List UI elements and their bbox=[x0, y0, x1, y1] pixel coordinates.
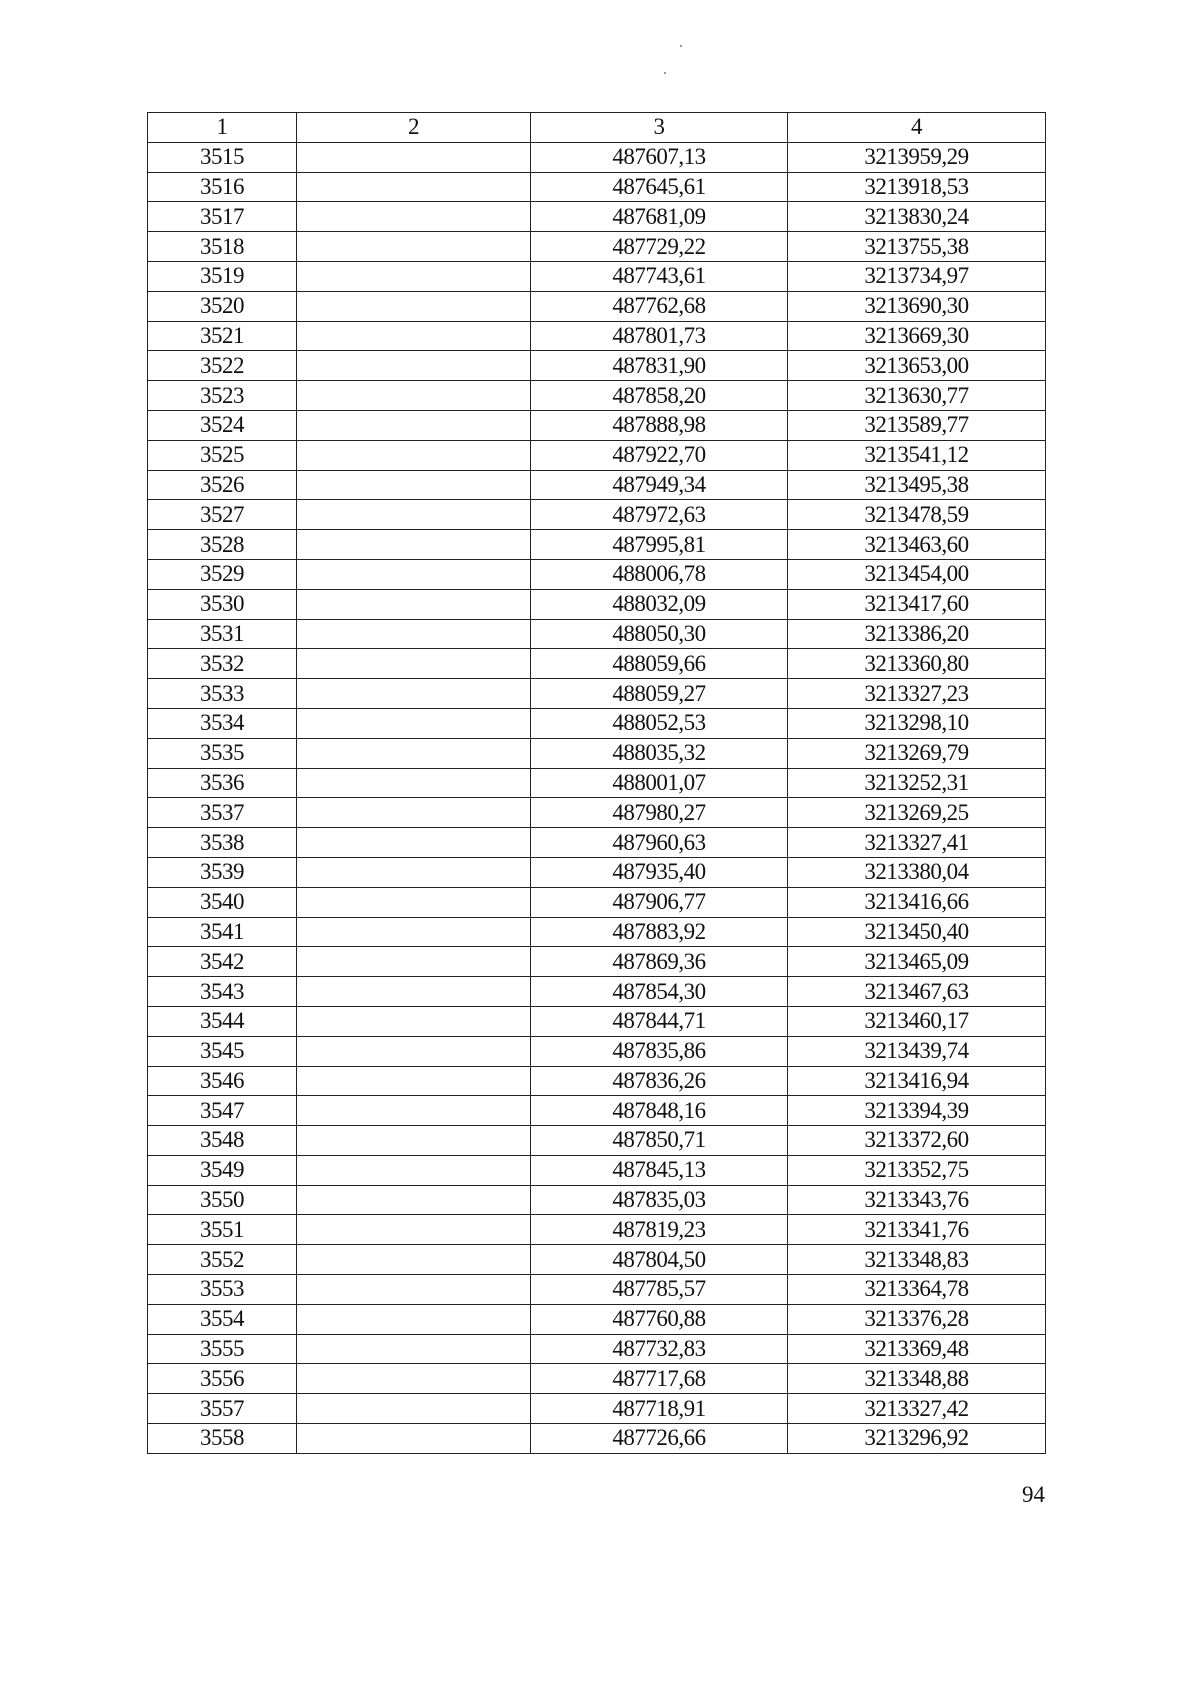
table-row bbox=[148, 530, 1046, 560]
description-cell bbox=[297, 589, 531, 619]
scan-speck bbox=[664, 72, 666, 74]
table-row bbox=[148, 1245, 1046, 1275]
x-coordinate-cell: 488035,32 bbox=[531, 738, 788, 768]
x-coordinate-cell: 488032,09 bbox=[531, 589, 788, 619]
y-coordinate-cell: 3213343,76 bbox=[788, 1185, 1046, 1215]
x-coordinate-cell: 487922,70 bbox=[531, 440, 788, 470]
table-row bbox=[148, 172, 1046, 202]
table-row bbox=[148, 351, 1046, 381]
y-coordinate-cell: 3213734,97 bbox=[788, 261, 1046, 291]
x-coordinate-cell: 487995,81 bbox=[531, 530, 788, 560]
description-cell bbox=[297, 410, 531, 440]
table-row bbox=[148, 649, 1046, 679]
x-coordinate-cell: 487732,83 bbox=[531, 1334, 788, 1364]
point-number-cell: 3542 bbox=[148, 947, 297, 977]
point-number-cell: 3543 bbox=[148, 977, 297, 1007]
y-coordinate-cell: 3213269,79 bbox=[788, 738, 1046, 768]
y-coordinate-cell: 3213755,38 bbox=[788, 232, 1046, 262]
description-cell bbox=[297, 1066, 531, 1096]
table-row bbox=[148, 768, 1046, 798]
y-coordinate-cell: 3213465,09 bbox=[788, 947, 1046, 977]
y-coordinate-cell: 3213959,29 bbox=[788, 142, 1046, 172]
description-cell bbox=[297, 917, 531, 947]
x-coordinate-cell: 487717,68 bbox=[531, 1364, 788, 1394]
y-coordinate-cell: 3213463,60 bbox=[788, 530, 1046, 560]
y-coordinate-cell: 3213454,00 bbox=[788, 559, 1046, 589]
x-coordinate-cell: 488006,78 bbox=[531, 559, 788, 589]
column-header: 4 bbox=[788, 113, 1046, 143]
x-coordinate-cell: 487718,91 bbox=[531, 1394, 788, 1424]
y-coordinate-cell: 3213386,20 bbox=[788, 619, 1046, 649]
y-coordinate-cell: 3213296,92 bbox=[788, 1424, 1046, 1454]
description-cell bbox=[297, 1126, 531, 1156]
point-number-cell: 3547 bbox=[148, 1096, 297, 1126]
page-number: 94 bbox=[1022, 1482, 1045, 1507]
description-cell bbox=[297, 1096, 531, 1126]
point-number-cell: 3551 bbox=[148, 1215, 297, 1245]
x-coordinate-cell: 488059,27 bbox=[531, 679, 788, 709]
x-coordinate-cell: 487645,61 bbox=[531, 172, 788, 202]
point-number-cell: 3516 bbox=[148, 172, 297, 202]
y-coordinate-cell: 3213416,94 bbox=[788, 1066, 1046, 1096]
column-header: 1 bbox=[148, 113, 297, 143]
description-cell bbox=[297, 351, 531, 381]
y-coordinate-cell: 3213364,78 bbox=[788, 1275, 1046, 1305]
table-row bbox=[148, 857, 1046, 887]
y-coordinate-cell: 3213252,31 bbox=[788, 768, 1046, 798]
table-row bbox=[148, 1066, 1046, 1096]
x-coordinate-cell: 487819,23 bbox=[531, 1215, 788, 1245]
point-number-cell: 3529 bbox=[148, 559, 297, 589]
x-coordinate-cell: 487726,66 bbox=[531, 1424, 788, 1454]
point-number-cell: 3548 bbox=[148, 1126, 297, 1156]
y-coordinate-cell: 3213372,60 bbox=[788, 1126, 1046, 1156]
x-coordinate-cell: 488052,53 bbox=[531, 708, 788, 738]
description-cell bbox=[297, 1424, 531, 1454]
x-coordinate-cell: 487888,98 bbox=[531, 410, 788, 440]
point-number-cell: 3533 bbox=[148, 679, 297, 709]
description-cell bbox=[297, 232, 531, 262]
point-number-cell: 3540 bbox=[148, 887, 297, 917]
y-coordinate-cell: 3213269,25 bbox=[788, 798, 1046, 828]
description-cell bbox=[297, 1185, 531, 1215]
description-cell bbox=[297, 440, 531, 470]
y-coordinate-cell: 3213380,04 bbox=[788, 857, 1046, 887]
table-row bbox=[148, 708, 1046, 738]
description-cell bbox=[297, 708, 531, 738]
point-number-cell: 3546 bbox=[148, 1066, 297, 1096]
point-number-cell: 3527 bbox=[148, 500, 297, 530]
y-coordinate-cell: 3213352,75 bbox=[788, 1155, 1046, 1185]
description-cell bbox=[297, 1304, 531, 1334]
table-row bbox=[148, 142, 1046, 172]
point-number-cell: 3534 bbox=[148, 708, 297, 738]
point-number-cell: 3552 bbox=[148, 1245, 297, 1275]
y-coordinate-cell: 3213541,12 bbox=[788, 440, 1046, 470]
point-number-cell: 3538 bbox=[148, 828, 297, 858]
point-number-cell: 3541 bbox=[148, 917, 297, 947]
point-number-cell: 3521 bbox=[148, 321, 297, 351]
description-cell bbox=[297, 261, 531, 291]
table-row bbox=[148, 1394, 1046, 1424]
description-cell bbox=[297, 798, 531, 828]
point-number-cell: 3553 bbox=[148, 1275, 297, 1305]
point-number-cell: 3523 bbox=[148, 381, 297, 411]
table-row bbox=[148, 291, 1046, 321]
point-number-cell: 3522 bbox=[148, 351, 297, 381]
y-coordinate-cell: 3213298,10 bbox=[788, 708, 1046, 738]
description-cell bbox=[297, 202, 531, 232]
y-coordinate-cell: 3213416,66 bbox=[788, 887, 1046, 917]
description-cell bbox=[297, 470, 531, 500]
point-number-cell: 3532 bbox=[148, 649, 297, 679]
description-cell bbox=[297, 1006, 531, 1036]
point-number-cell: 3524 bbox=[148, 410, 297, 440]
y-coordinate-cell: 3213417,60 bbox=[788, 589, 1046, 619]
y-coordinate-cell: 3213327,23 bbox=[788, 679, 1046, 709]
y-coordinate-cell: 3213369,48 bbox=[788, 1334, 1046, 1364]
table-row bbox=[148, 1155, 1046, 1185]
point-number-cell: 3539 bbox=[148, 857, 297, 887]
y-coordinate-cell: 3213669,30 bbox=[788, 321, 1046, 351]
point-number-cell: 3544 bbox=[148, 1006, 297, 1036]
point-number-cell: 3535 bbox=[148, 738, 297, 768]
description-cell bbox=[297, 857, 531, 887]
table-row bbox=[148, 1424, 1046, 1454]
x-coordinate-cell: 487831,90 bbox=[531, 351, 788, 381]
point-number-cell: 3536 bbox=[148, 768, 297, 798]
point-number-cell: 3557 bbox=[148, 1394, 297, 1424]
x-coordinate-cell: 487972,63 bbox=[531, 500, 788, 530]
x-coordinate-cell: 487743,61 bbox=[531, 261, 788, 291]
x-coordinate-cell: 487906,77 bbox=[531, 887, 788, 917]
table-row bbox=[148, 261, 1046, 291]
table-row bbox=[148, 917, 1046, 947]
point-number-cell: 3519 bbox=[148, 261, 297, 291]
point-number-cell: 3550 bbox=[148, 1185, 297, 1215]
description-cell bbox=[297, 559, 531, 589]
table-row bbox=[148, 589, 1046, 619]
y-coordinate-cell: 3213467,63 bbox=[788, 977, 1046, 1007]
x-coordinate-cell: 487980,27 bbox=[531, 798, 788, 828]
coordinates-table bbox=[147, 112, 1046, 1454]
table-row bbox=[148, 1334, 1046, 1364]
table-row bbox=[148, 232, 1046, 262]
x-coordinate-cell: 487762,68 bbox=[531, 291, 788, 321]
point-number-cell: 3530 bbox=[148, 589, 297, 619]
table-row bbox=[148, 1185, 1046, 1215]
point-number-cell: 3525 bbox=[148, 440, 297, 470]
table-row bbox=[148, 977, 1046, 1007]
header-row bbox=[148, 113, 1046, 143]
point-number-cell: 3515 bbox=[148, 142, 297, 172]
x-coordinate-cell: 488001,07 bbox=[531, 768, 788, 798]
point-number-cell: 3554 bbox=[148, 1304, 297, 1334]
table-row bbox=[148, 738, 1046, 768]
description-cell bbox=[297, 649, 531, 679]
x-coordinate-cell: 487858,20 bbox=[531, 381, 788, 411]
description-cell bbox=[297, 381, 531, 411]
column-header: 2 bbox=[297, 113, 531, 143]
point-number-cell: 3558 bbox=[148, 1424, 297, 1454]
table-row bbox=[148, 470, 1046, 500]
description-cell bbox=[297, 1215, 531, 1245]
table-row bbox=[148, 1006, 1046, 1036]
description-cell bbox=[297, 142, 531, 172]
description-cell bbox=[297, 1036, 531, 1066]
description-cell bbox=[297, 172, 531, 202]
description-cell bbox=[297, 1245, 531, 1275]
x-coordinate-cell: 487607,13 bbox=[531, 142, 788, 172]
y-coordinate-cell: 3213341,76 bbox=[788, 1215, 1046, 1245]
point-number-cell: 3549 bbox=[148, 1155, 297, 1185]
description-cell bbox=[297, 1364, 531, 1394]
x-coordinate-cell: 488059,66 bbox=[531, 649, 788, 679]
table-row bbox=[148, 1096, 1046, 1126]
y-coordinate-cell: 3213327,42 bbox=[788, 1394, 1046, 1424]
description-cell bbox=[297, 679, 531, 709]
point-number-cell: 3531 bbox=[148, 619, 297, 649]
table-row bbox=[148, 381, 1046, 411]
description-cell bbox=[297, 947, 531, 977]
x-coordinate-cell: 487869,36 bbox=[531, 947, 788, 977]
table-row bbox=[148, 1275, 1046, 1305]
table-row bbox=[148, 410, 1046, 440]
description-cell bbox=[297, 619, 531, 649]
y-coordinate-cell: 3213348,88 bbox=[788, 1364, 1046, 1394]
point-number-cell: 3537 bbox=[148, 798, 297, 828]
y-coordinate-cell: 3213830,24 bbox=[788, 202, 1046, 232]
x-coordinate-cell: 487801,73 bbox=[531, 321, 788, 351]
point-number-cell: 3528 bbox=[148, 530, 297, 560]
y-coordinate-cell: 3213630,77 bbox=[788, 381, 1046, 411]
point-number-cell: 3545 bbox=[148, 1036, 297, 1066]
point-number-cell: 3520 bbox=[148, 291, 297, 321]
x-coordinate-cell: 487848,16 bbox=[531, 1096, 788, 1126]
description-cell bbox=[297, 887, 531, 917]
table-row bbox=[148, 559, 1046, 589]
y-coordinate-cell: 3213495,38 bbox=[788, 470, 1046, 500]
y-coordinate-cell: 3213460,17 bbox=[788, 1006, 1046, 1036]
x-coordinate-cell: 487681,09 bbox=[531, 202, 788, 232]
description-cell bbox=[297, 828, 531, 858]
point-number-cell: 3526 bbox=[148, 470, 297, 500]
column-header: 3 bbox=[531, 113, 788, 143]
table-row bbox=[148, 321, 1046, 351]
x-coordinate-cell: 487760,88 bbox=[531, 1304, 788, 1334]
x-coordinate-cell: 487850,71 bbox=[531, 1126, 788, 1156]
point-number-cell: 3517 bbox=[148, 202, 297, 232]
description-cell bbox=[297, 1334, 531, 1364]
table-row bbox=[148, 1364, 1046, 1394]
x-coordinate-cell: 487835,03 bbox=[531, 1185, 788, 1215]
y-coordinate-cell: 3213439,74 bbox=[788, 1036, 1046, 1066]
table-row bbox=[148, 798, 1046, 828]
y-coordinate-cell: 3213918,53 bbox=[788, 172, 1046, 202]
description-cell bbox=[297, 738, 531, 768]
table-row bbox=[148, 1215, 1046, 1245]
point-number-cell: 3556 bbox=[148, 1364, 297, 1394]
x-coordinate-cell: 487836,26 bbox=[531, 1066, 788, 1096]
y-coordinate-cell: 3213690,30 bbox=[788, 291, 1046, 321]
table-row bbox=[148, 679, 1046, 709]
description-cell bbox=[297, 1275, 531, 1305]
description-cell bbox=[297, 321, 531, 351]
x-coordinate-cell: 487960,63 bbox=[531, 828, 788, 858]
y-coordinate-cell: 3213360,80 bbox=[788, 649, 1046, 679]
table-row bbox=[148, 887, 1046, 917]
y-coordinate-cell: 3213478,59 bbox=[788, 500, 1046, 530]
table-row bbox=[148, 1304, 1046, 1334]
description-cell bbox=[297, 1394, 531, 1424]
point-number-cell: 3555 bbox=[148, 1334, 297, 1364]
x-coordinate-cell: 487785,57 bbox=[531, 1275, 788, 1305]
x-coordinate-cell: 487729,22 bbox=[531, 232, 788, 262]
y-coordinate-cell: 3213394,39 bbox=[788, 1096, 1046, 1126]
y-coordinate-cell: 3213348,83 bbox=[788, 1245, 1046, 1275]
table-row bbox=[148, 440, 1046, 470]
x-coordinate-cell: 488050,30 bbox=[531, 619, 788, 649]
table-row bbox=[148, 202, 1046, 232]
y-coordinate-cell: 3213327,41 bbox=[788, 828, 1046, 858]
description-cell bbox=[297, 530, 531, 560]
point-number-cell: 3518 bbox=[148, 232, 297, 262]
description-cell bbox=[297, 768, 531, 798]
description-cell bbox=[297, 500, 531, 530]
description-cell bbox=[297, 1155, 531, 1185]
table-row bbox=[148, 1126, 1046, 1156]
table-row bbox=[148, 947, 1046, 977]
x-coordinate-cell: 487935,40 bbox=[531, 857, 788, 887]
y-coordinate-cell: 3213653,00 bbox=[788, 351, 1046, 381]
y-coordinate-cell: 3213450,40 bbox=[788, 917, 1046, 947]
x-coordinate-cell: 487854,30 bbox=[531, 977, 788, 1007]
y-coordinate-cell: 3213589,77 bbox=[788, 410, 1046, 440]
table-row bbox=[148, 1036, 1046, 1066]
scan-speck bbox=[680, 45, 682, 47]
description-cell bbox=[297, 977, 531, 1007]
description-cell bbox=[297, 291, 531, 321]
x-coordinate-cell: 487844,71 bbox=[531, 1006, 788, 1036]
x-coordinate-cell: 487804,50 bbox=[531, 1245, 788, 1275]
x-coordinate-cell: 487883,92 bbox=[531, 917, 788, 947]
x-coordinate-cell: 487949,34 bbox=[531, 470, 788, 500]
x-coordinate-cell: 487835,86 bbox=[531, 1036, 788, 1066]
y-coordinate-cell: 3213376,28 bbox=[788, 1304, 1046, 1334]
x-coordinate-cell: 487845,13 bbox=[531, 1155, 788, 1185]
table-row bbox=[148, 619, 1046, 649]
table-row bbox=[148, 500, 1046, 530]
table-row bbox=[148, 828, 1046, 858]
